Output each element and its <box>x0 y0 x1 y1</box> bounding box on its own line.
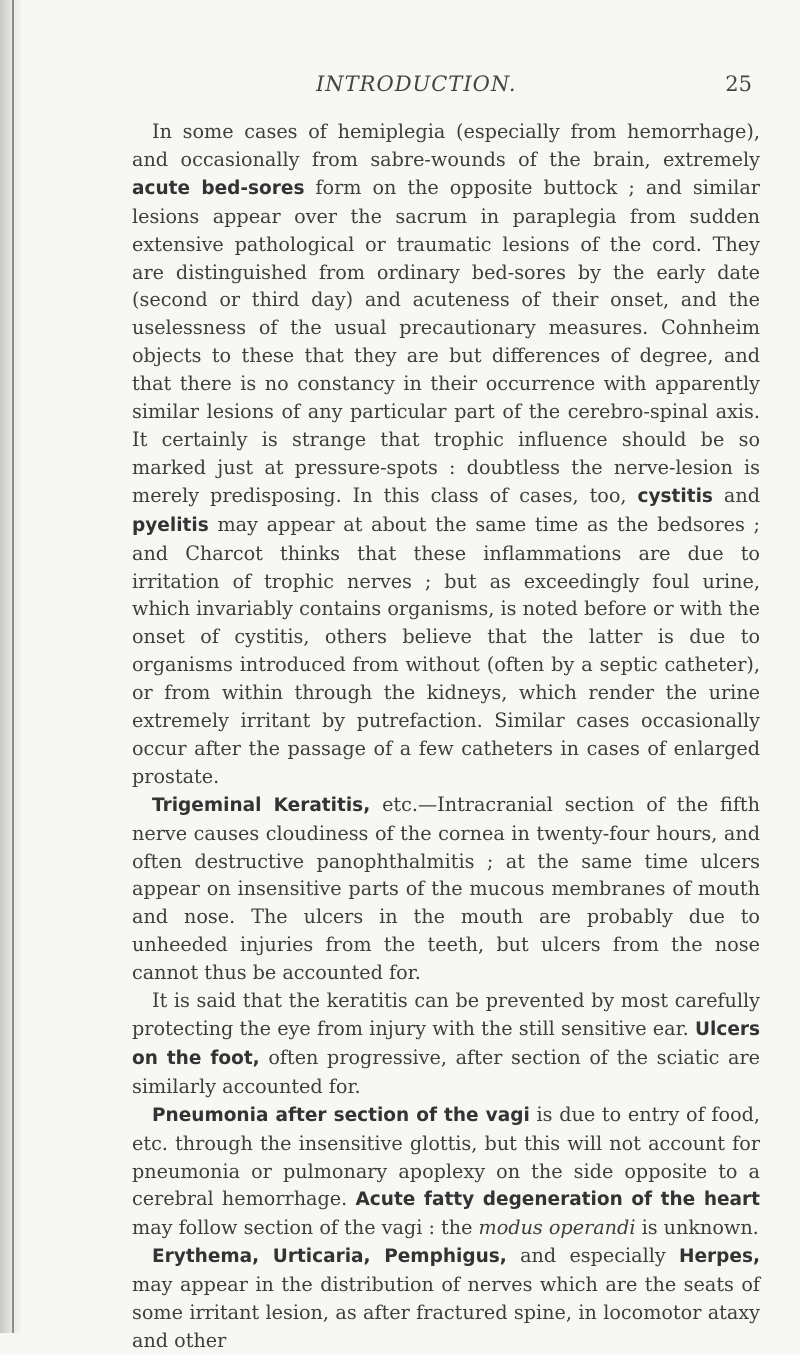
page-header <box>0 72 800 112</box>
text-run: It is said that the keratitis can be prevented by most carefully protecting the eye from injury with the still sensitive ear. <box>132 989 760 1040</box>
text-run: is unknown. <box>635 1216 759 1240</box>
bold-term: Herpes, <box>679 1246 760 1268</box>
text-run: etc.—Intracranial section of the fifth nerve causes cloudiness of the cornea in twenty-four hours, and often destructive panophthalmitis ; at the same time ulcers appear on insensitive parts of the mucous membranes of mouth and nose. The ulcers in the mouth are probably due to unheeded injuries from the teeth, but ulcers from the nose cannot thus be accounted for. <box>132 792 760 985</box>
binding-shadow-line <box>12 0 14 1333</box>
book-binding-edge <box>0 0 22 1333</box>
bold-term: Trigeminal Keratitis, <box>152 794 371 816</box>
text-run: and <box>712 483 760 507</box>
bold-term: Ulcers on the foot, <box>132 1019 760 1069</box>
body-text <box>132 118 760 1355</box>
paragraph <box>132 118 760 791</box>
bold-term: acute bed-sores <box>132 177 305 199</box>
text-run: In some cases of hemiplegia (especially from hemorrhage), and occasionally from sabre-wounds of the brain, extremely <box>132 120 760 171</box>
paragraph <box>132 987 760 1101</box>
text-run: often progressive, after section of the sciatic are similarly accounted for. <box>132 1045 760 1098</box>
bold-term: Erythema, Urticaria, Pemphigus, <box>152 1246 507 1268</box>
bold-term: Pneumonia after section of the vagi <box>152 1104 530 1126</box>
paragraph <box>132 1101 760 1243</box>
text-run: may appear at about the same time as the bedsores ; and Charcot thinks that these inflammations are due to irritation of trophic nerves ; but as exceedingly foul urine, which invariably contains organisms, is noted before or with the onset of cystitis, others believe that the latter is due to organisms introduced from without (often by a septic catheter), or from within through the kidneys, which render the urine extremely irritant by putrefaction. Similar cases occasionally occur after the passage of a few catheters in cases of enlarged prostate. <box>132 512 760 788</box>
running-title: INTRODUCTION. <box>316 72 517 96</box>
text-run: and especially <box>506 1244 680 1268</box>
bold-term: pyelitis <box>132 514 209 536</box>
paragraph <box>132 791 760 987</box>
text-run: is due to entry of food, etc. through the insensitive glottis, but this will not account for pneumonia or pulmonary apoplexy on the side opposite to a cerebral hemorrhage. <box>132 1102 760 1211</box>
text-run: form on the opposite buttock ; and similar lesions appear over the sacrum in paraplegia from sudden extensive pathological or traumatic lesions of the cord. They are distinguished from ordinary bed-sores by the early date (second or third day) and acuteness of their onset, and the uselessness of the usual precautionary measures. Cohnheim objects to these that they are but differences of degree, and that there is no constancy in their occurrence with apparently similar lesions of any particular part of the cerebro-spinal axis. It certainly is strange that trophic influence should be so marked just at pressure-spots : doubtless the nerve-lesion is merely predisposing. In this class of cases, too, <box>132 175 760 507</box>
page-number: 25 <box>725 72 752 96</box>
text-run: may follow section of the vagi : the <box>132 1216 479 1240</box>
text-run: may appear in the distribution of nerves which are the seats of some irritant lesion, as after fractured spine, in locomotor ataxy and other <box>132 1273 760 1352</box>
bold-term: Acute fatty degeneration of the heart <box>355 1189 760 1211</box>
paragraph <box>132 1242 760 1355</box>
bold-term: cystitis <box>637 485 713 507</box>
italic-term: modus operandi <box>478 1216 636 1240</box>
